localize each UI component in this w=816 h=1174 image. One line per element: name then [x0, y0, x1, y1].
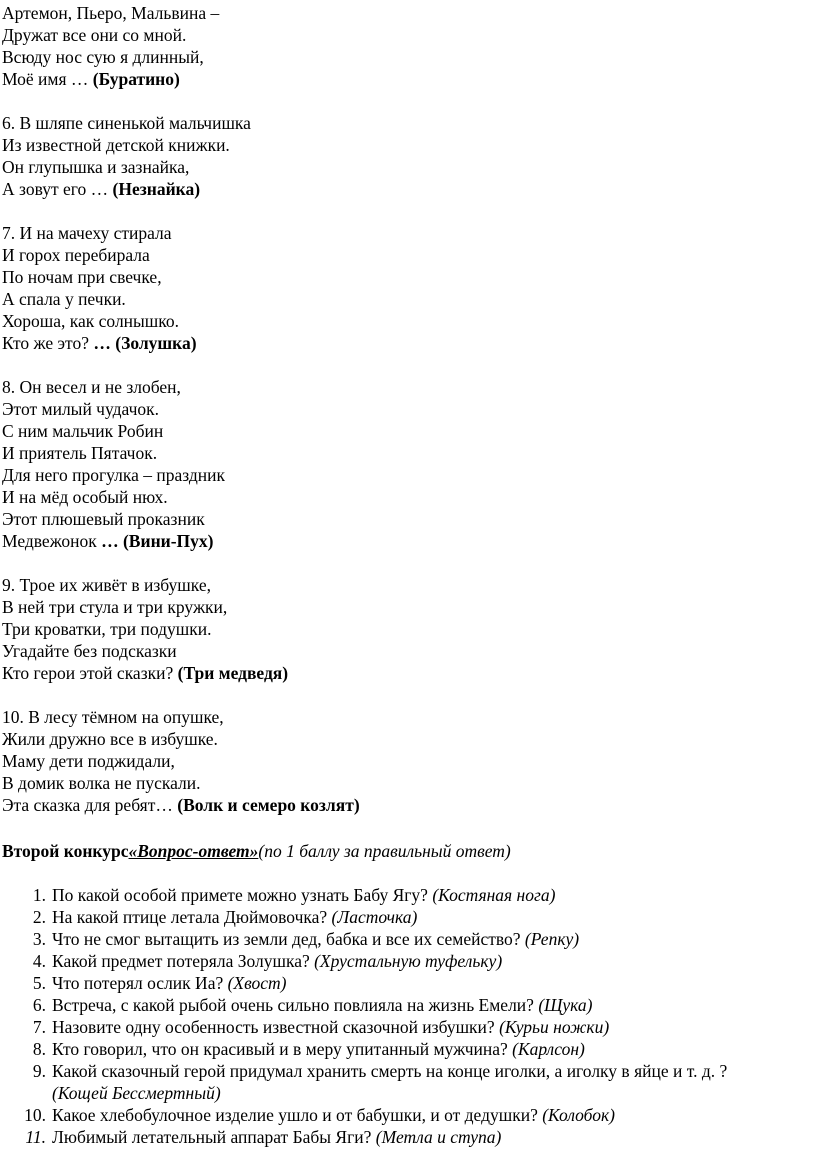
poem-line: Три кроватки, три подушки.: [2, 619, 212, 639]
poem-line: 8. Он весел и не злобен,: [2, 377, 181, 397]
poem-line: Он глупышка и зазнайка,: [2, 157, 190, 177]
poem-line: Угадайте без подсказки: [2, 641, 177, 661]
question-number: 8.: [32, 1039, 46, 1059]
question-item: [52, 884, 555, 906]
poem-line-prefix: Кто герои этой сказки?: [2, 663, 178, 683]
question-number: 2.: [32, 907, 46, 927]
poem-line: Всюду нос сую я длинный,: [2, 47, 204, 67]
question-item: [52, 1126, 501, 1148]
question-answer: (Курьи ножки): [499, 1017, 610, 1037]
contest-heading: [2, 840, 511, 862]
question-answer: (Щука): [538, 995, 593, 1015]
question-text: Назовите одну особенность известной сказочной избушки?: [52, 1017, 500, 1037]
question-text: На какой птице летала Дюймовочка?: [52, 907, 332, 927]
riddle-answer: (Волк и семеро козлят): [177, 795, 360, 815]
question-item: [52, 1104, 615, 1126]
question-number: 7.: [32, 1017, 46, 1037]
question-item: [52, 994, 593, 1016]
poem-line: Жили дружно все в избушке.: [2, 729, 218, 749]
poem-line: Артемон, Пьеро, Мальвина –: [2, 3, 220, 23]
poem-line-prefix: Эта сказка для ребят…: [2, 795, 178, 815]
poem-line: Хороша, как солнышко.: [2, 311, 180, 331]
question-number: 5.: [32, 973, 46, 993]
poem-line: По ночам при свечке,: [2, 267, 162, 287]
poem-answer-line: [2, 68, 180, 90]
question-number: 3.: [32, 929, 46, 949]
question-answer: (Кощей Бессмертный): [52, 1083, 221, 1103]
poem-line-prefix: А зовут его …: [2, 179, 113, 199]
question-answer: (Костяная нога): [432, 885, 556, 905]
poem-line: А спала у печки.: [2, 289, 126, 309]
question-item: [52, 1038, 585, 1060]
question-number: 9.: [32, 1061, 46, 1081]
question-item: [52, 906, 417, 928]
poem-line: И горох перебирала: [2, 245, 150, 265]
poem-line: Этот милый чудачок.: [2, 399, 160, 419]
question-answer: (Хвост): [227, 973, 287, 993]
poem-line: Из известной детской книжки.: [2, 135, 230, 155]
poem-answer-line: [2, 662, 288, 684]
poem-line-prefix: Медвежонок: [2, 531, 102, 551]
poem-line: 10. В лесу тёмном на опушке,: [2, 707, 224, 727]
riddle-answer: … (Золушка): [93, 333, 197, 353]
question-item: [52, 928, 579, 950]
question-answer: (Хрустальную туфельку): [314, 951, 503, 971]
question-answer: (Ласточка): [331, 907, 418, 927]
question-text: По какой особой примете можно узнать Бабу Ягу?: [52, 885, 433, 905]
question-number: 11.: [25, 1127, 46, 1147]
poem-line: Маму дети поджидали,: [2, 751, 175, 771]
question-number: 1.: [32, 885, 46, 905]
poem-answer-line: [2, 178, 200, 200]
poem-line-prefix: Кто же это?: [2, 333, 94, 353]
poem-answer-line: [2, 530, 214, 552]
poem-line: Для него прогулка – праздник: [2, 465, 225, 485]
poem-line: С ним мальчик Робин: [2, 421, 164, 441]
poem-line: 9. Трое их живёт в избушке,: [2, 575, 211, 595]
question-text: Какое хлебобулочное изделие ушло и от бабушки, и от дедушки?: [52, 1105, 543, 1125]
question-text: Что не смог вытащить из земли дед, бабка и все их семейство?: [52, 929, 525, 949]
poem-line: Этот плюшевый проказник: [2, 509, 205, 529]
poem-line-prefix: Моё имя …: [2, 69, 93, 89]
question-text: Встреча, с какой рыбой очень сильно повлияла на жизнь Емели?: [52, 995, 539, 1015]
question-number: 10.: [24, 1105, 46, 1125]
question-answer-wrapped: [52, 1082, 221, 1104]
question-number: 6.: [32, 995, 46, 1015]
poem-answer-line: [2, 794, 360, 816]
question-item: [52, 1060, 727, 1082]
question-answer: (Метла и ступа): [375, 1127, 502, 1147]
question-item: [52, 972, 286, 994]
poem-line: 6. В шляпе синенькой мальчишка: [2, 113, 251, 133]
question-answer: (Репку): [524, 929, 580, 949]
question-text: Какой предмет потеряла Золушка?: [52, 951, 315, 971]
riddle-answer: (Буратино): [92, 69, 180, 89]
question-item: [52, 950, 502, 972]
contest-title: Второй конкурс: [2, 841, 129, 861]
question-text: Что потерял ослик Иа?: [52, 973, 228, 993]
question-text: Любимый летательный аппарат Бабы Яги?: [52, 1127, 376, 1147]
riddle-answer: (Три медведя): [177, 663, 289, 683]
poem-line: И приятель Пятачок.: [2, 443, 158, 463]
question-item: [52, 1016, 609, 1038]
question-answer: (Колобок): [542, 1105, 616, 1125]
question-text: Какой сказочный герой придумал хранить смерть на конце иголки, а иголку в яйце и т. д. ?: [52, 1061, 728, 1081]
riddle-answer: (Незнайка): [112, 179, 201, 199]
question-text: Кто говорил, что он красивый и в меру упитанный мужчина?: [52, 1039, 513, 1059]
contest-note: (по 1 баллу за правильный ответ): [258, 841, 511, 861]
poem-line: И на мёд особый нюх.: [2, 487, 168, 507]
poem-answer-line: [2, 332, 197, 354]
poem-line: Дружат все они со мной.: [2, 25, 187, 45]
question-answer: (Карлсон): [512, 1039, 585, 1059]
poem-line: В домик волка не пускали.: [2, 773, 201, 793]
riddle-answer: … (Вини-Пух): [101, 531, 214, 551]
poem-line: В ней три стула и три кружки,: [2, 597, 228, 617]
question-number: 4.: [32, 951, 46, 971]
contest-name: «Вопрос-ответ»: [128, 841, 259, 861]
poem-line: 7. И на мачеху стирала: [2, 223, 172, 243]
